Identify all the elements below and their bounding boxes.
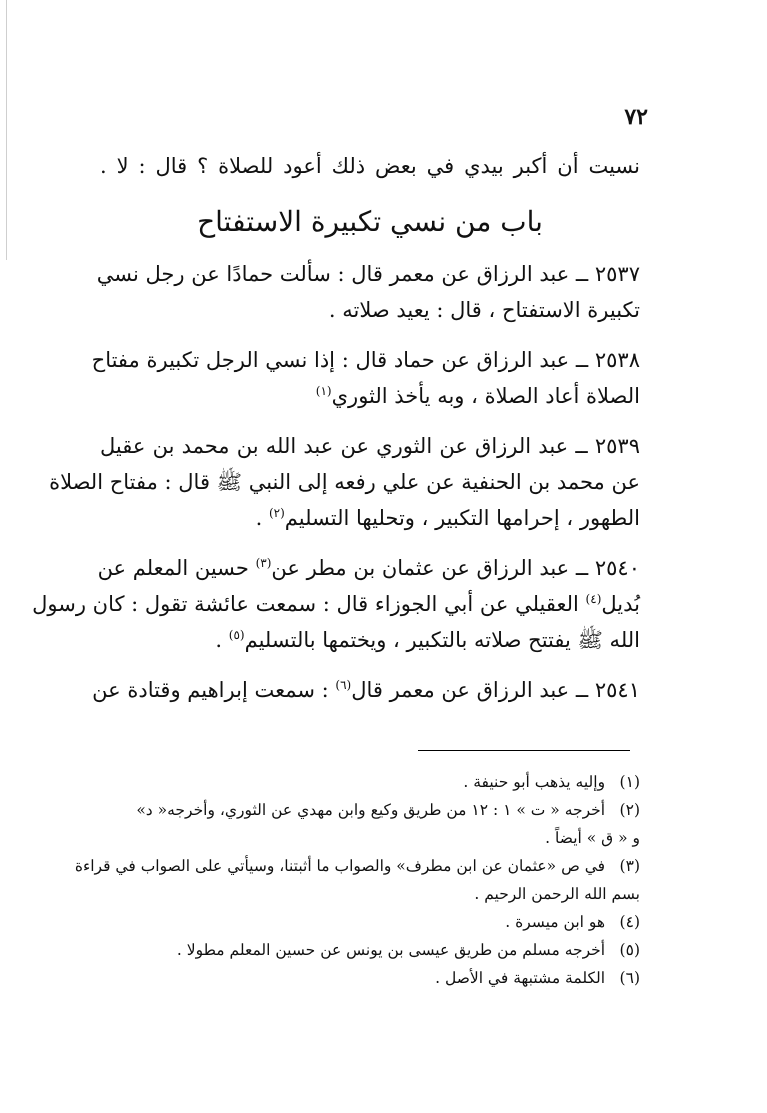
hadith-text: بُديل: [601, 592, 640, 616]
hadith-text: حسين المعلم عن: [97, 556, 249, 580]
hadith-line: الله ﷺ يفتتح صلاته بالتكبير ، ويختمها بالتسليم$^{(٥)}$ .: [215, 628, 640, 652]
hadith-line: [97, 550, 640, 586]
footnote-3: [74, 852, 640, 880]
hadith-line: تكبيرة الاستفتاح ، قال : يعيد صلاته .: [328, 298, 640, 322]
hadith-text: الطهور ، إحرامها التكبير ، وتحليها التسليم: [284, 506, 640, 530]
hadith-2539: [49, 428, 640, 536]
footnote-text: أخرجه مسلم من طريق عيسى بن يونس عن حسين المعلم مطولا .: [176, 941, 606, 959]
footnote-5: [95, 936, 640, 964]
footnotes: [74, 768, 640, 992]
hadith-text: ٢٥٤١ ــ عبد الرزاق عن معمر قال: [351, 678, 640, 702]
footnote-text: هو ابن ميسرة .: [505, 913, 606, 931]
hadith-line: عن محمد بن الحنفية عن علي رفعه إلى النبي ﷺ قال : مفتاح الصلاة: [49, 470, 640, 494]
page-number: ٧٢: [624, 104, 648, 130]
hadith-line: الطهور ، إحرامها التكبير ، وتحليها التسليم$^{(٢)}$ .: [255, 506, 640, 530]
footnote-4: [95, 908, 640, 936]
intro-line: نسيت أن أكبر بيدي في بعض ذلك أعود للصلاة ؟ قال : لا .: [100, 154, 640, 178]
hadith-text: الله ﷺ يفتتح صلاته بالتكبير ، ويختمها بالتسليم: [244, 628, 640, 652]
hadith-2538: [91, 342, 640, 414]
footnote-ref: (٣): [255, 556, 272, 570]
page-edge-line: [6, 0, 7, 260]
footnote-mark: (٦): [619, 969, 640, 987]
footnote-text: أخرجه « ت » ١ : ١٢ من طريق وكيع وابن مهدي عن الثوري، وأخرجه« د»: [136, 801, 606, 819]
hadith-2540: [32, 550, 640, 658]
hadith-line: ٢٥٣٧ ــ عبد الرزاق عن معمر قال : سألت حمادًا عن رجل نسي: [96, 262, 640, 286]
footnote-ref: (٢): [268, 506, 285, 520]
hadith-2541: [92, 672, 640, 708]
footnote-2-continued: و « ق » أيضاً .: [545, 829, 640, 847]
hadith-line: ٢٥٣٨ ــ عبد الرزاق عن حماد قال : إذا نسي الرجل تكبيرة مفتاح: [91, 348, 640, 372]
main-text: [32, 148, 640, 708]
footnote-text: وإليه يذهب أبو حنيفة .: [463, 773, 606, 791]
hadith-text: الصلاة أعاد الصلاة ، وبه يأخذ الثوري: [331, 384, 640, 408]
footnote-mark: (٣): [619, 857, 640, 875]
footnote-text: في ص «عثمان عن ابن مطرف» والصواب ما أثبتنا، وسيأتي على الصواب في قراءة: [74, 857, 606, 875]
footnote-ref: (٤): [585, 592, 602, 606]
hadith-text: ٢٥٤٠ ــ عبد الرزاق عن عثمان بن مطر عن: [271, 556, 640, 580]
footnote-1: [95, 768, 640, 796]
footnote-ref: (١): [315, 384, 332, 398]
chapter-title: باب من نسي تكبيرة الاستفتاح: [197, 205, 543, 238]
hadith-line: [100, 378, 640, 414]
footnote-mark: (٥): [619, 941, 640, 959]
hadith-text: : سمعت إبراهيم وقتادة عن: [92, 678, 329, 702]
footnote-3-continued: بسم الله الرحمن الرحيم .: [474, 885, 640, 903]
footnote-mark: (٢): [619, 801, 640, 819]
footnote-ref: (٦): [335, 678, 352, 692]
footnote-2: [95, 796, 640, 824]
hadith-line: [92, 672, 640, 708]
footnote-6: [95, 964, 640, 992]
footnote-separator: [418, 750, 630, 751]
footnote-text: الكلمة مشتبهة في الأصل .: [435, 969, 606, 987]
hadith-line: ٢٥٣٩ ــ عبد الرزاق عن الثوري عن عبد الله بن محمد بن عقيل: [100, 434, 640, 458]
hadith-2537: [96, 256, 640, 328]
hadith-text: العقيلي عن أبي الجوزاء قال : سمعت عائشة تقول : كان رسول: [32, 592, 579, 616]
hadith-line: [32, 586, 640, 622]
footnote-mark: (٤): [619, 913, 640, 931]
footnote-mark: (١): [619, 773, 640, 791]
footnote-ref: (٥): [228, 628, 245, 642]
